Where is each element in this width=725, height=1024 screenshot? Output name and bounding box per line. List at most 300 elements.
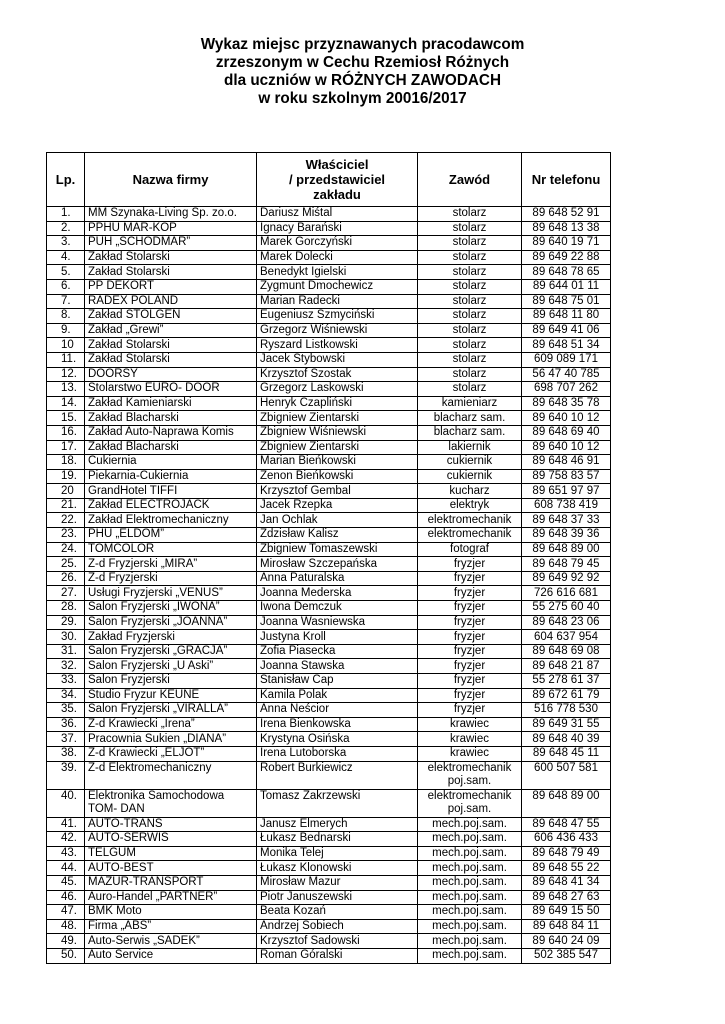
cell-wlasciciel: Krzysztof Szostak: [257, 367, 418, 382]
cell-telefon: 89 648 78 65: [522, 265, 611, 280]
cell-firma: Zakład STOLGEN: [85, 309, 257, 324]
cell-lp: 42.: [47, 832, 85, 847]
cell-firma: BMK Moto: [85, 905, 257, 920]
cell-telefon: 56 47 40 785: [522, 367, 611, 382]
cell-zawod: krawiec: [418, 732, 522, 747]
cell-telefon: 698 707 262: [522, 382, 611, 397]
cell-firma: AUTO-TRANS: [85, 817, 257, 832]
cell-lp: 25.: [47, 557, 85, 572]
table-row: [47, 948, 611, 963]
cell-wlasciciel: Janusz Elmerych: [257, 817, 418, 832]
cell-firma: Zakład Kamieniarski: [85, 396, 257, 411]
cell-lp: 24.: [47, 542, 85, 557]
cell-wlasciciel: Mirosław Szczepańska: [257, 557, 418, 572]
cell-wlasciciel: Jacek Stybowski: [257, 352, 418, 367]
cell-firma: Zakład Stolarski: [85, 338, 257, 353]
cell-telefon: 89 672 61 79: [522, 688, 611, 703]
cell-wlasciciel: Beata Kozań: [257, 905, 418, 920]
cell-firma: RADEX POLAND: [85, 294, 257, 309]
cell-firma: GrandHotel TIFFI: [85, 484, 257, 499]
cell-lp: 35.: [47, 703, 85, 718]
cell-wlasciciel: Krzysztof Sadowski: [257, 934, 418, 949]
cell-wlasciciel: Iwona Demczuk: [257, 601, 418, 616]
cell-firma: PHU „ELDOM”: [85, 528, 257, 543]
cell-telefon: 89 648 11 80: [522, 309, 611, 324]
cell-zawod: stolarz: [418, 323, 522, 338]
cell-firma: Z-d Elektromechaniczny: [85, 761, 257, 789]
cell-lp: 41.: [47, 817, 85, 832]
header-zawod: Zawód: [418, 153, 522, 207]
cell-lp: 5.: [47, 265, 85, 280]
table-row: [47, 221, 611, 236]
cell-zawod: fryzjer: [418, 644, 522, 659]
cell-zawod: blacharz sam.: [418, 425, 522, 440]
cell-wlasciciel: Irena Lutoborska: [257, 746, 418, 761]
cell-firma: TOMCOLOR: [85, 542, 257, 557]
cell-wlasciciel: Henryk Czapliński: [257, 396, 418, 411]
header-firma: Nazwa firmy: [85, 153, 257, 207]
cell-lp: 7.: [47, 294, 85, 309]
cell-lp: 37.: [47, 732, 85, 747]
table-row: [47, 513, 611, 528]
cell-telefon: 89 648 35 78: [522, 396, 611, 411]
cell-zawod: krawiec: [418, 746, 522, 761]
cell-firma: Z-d Fryzjerski „MIRA”: [85, 557, 257, 572]
cell-wlasciciel: Zbigniew Zientarski: [257, 440, 418, 455]
cell-zawod: mech.poj.sam.: [418, 861, 522, 876]
cell-zawod: mech.poj.sam.: [418, 948, 522, 963]
cell-zawod: fryzjer: [418, 630, 522, 645]
cell-lp: 27.: [47, 586, 85, 601]
cell-zawod: stolarz: [418, 250, 522, 265]
cell-firma: Salon Fryzjerski „IWONA”: [85, 601, 257, 616]
cell-zawod: fryzjer: [418, 586, 522, 601]
cell-telefon: 89 648 13 38: [522, 221, 611, 236]
table-row: [47, 659, 611, 674]
table-row: [47, 455, 611, 470]
table-row: [47, 425, 611, 440]
header-telefon: Nr telefonu: [522, 153, 611, 207]
table-row: [47, 338, 611, 353]
cell-wlasciciel: Ignacy Barański: [257, 221, 418, 236]
cell-wlasciciel: Monika Telej: [257, 846, 418, 861]
cell-firma: Z-d Krawiecki „Irena”: [85, 717, 257, 732]
cell-wlasciciel: Robert Burkiewicz: [257, 761, 418, 789]
cell-wlasciciel: Grzegorz Laskowski: [257, 382, 418, 397]
cell-zawod: stolarz: [418, 367, 522, 382]
cell-firma: DOORSY: [85, 367, 257, 382]
table-row: [47, 557, 611, 572]
cell-zawod: krawiec: [418, 717, 522, 732]
cell-firma: Piekarnia-Cukiernia: [85, 469, 257, 484]
header-wlasciciel-line-3: zakładu: [313, 187, 361, 202]
cell-wlasciciel: Eugeniusz Szmyciński: [257, 309, 418, 324]
table-row: [47, 207, 611, 222]
table-row: [47, 484, 611, 499]
cell-wlasciciel: Benedykt Igielski: [257, 265, 418, 280]
cell-firma: Zakład Stolarski: [85, 265, 257, 280]
cell-firma: Auro-Handel „PARTNER”: [85, 890, 257, 905]
cell-firma: AUTO-SERWIS: [85, 832, 257, 847]
cell-zawod: blacharz sam.: [418, 411, 522, 426]
cell-lp: 8.: [47, 309, 85, 324]
cell-zawod: fryzjer: [418, 557, 522, 572]
cell-lp: 43.: [47, 846, 85, 861]
cell-firma: Z-d Krawiecki „ELJOT”: [85, 746, 257, 761]
cell-firma: Zakład Auto-Naprawa Komis: [85, 425, 257, 440]
cell-telefon: 606 436 433: [522, 832, 611, 847]
cell-wlasciciel: Stanisław Cap: [257, 674, 418, 689]
table-row: [47, 688, 611, 703]
cell-lp: 28.: [47, 601, 85, 616]
table-row: [47, 789, 611, 817]
table-row: [47, 571, 611, 586]
cell-zawod: mech.poj.sam.: [418, 832, 522, 847]
table-row: [47, 644, 611, 659]
cell-telefon: 89 644 01 11: [522, 279, 611, 294]
table-row: [47, 542, 611, 557]
cell-telefon: 89 640 10 12: [522, 411, 611, 426]
cell-firma: Zakład Elektromechaniczny: [85, 513, 257, 528]
cell-firma: PP DEKORT: [85, 279, 257, 294]
cell-wlasciciel: Irena Bienkowska: [257, 717, 418, 732]
cell-wlasciciel: Marian Bieńkowski: [257, 455, 418, 470]
cell-firma: Usługi Fryzjerski „VENUS”: [85, 586, 257, 601]
cell-lp: 32.: [47, 659, 85, 674]
cell-lp: 17.: [47, 440, 85, 455]
document-title: [0, 36, 725, 108]
cell-firma: Cukiernia: [85, 455, 257, 470]
cell-lp: 44.: [47, 861, 85, 876]
cell-telefon: 89 648 69 40: [522, 425, 611, 440]
cell-lp: 36.: [47, 717, 85, 732]
cell-firma: Zakład Fryzjerski: [85, 630, 257, 645]
cell-lp: 48.: [47, 919, 85, 934]
table-row: [47, 352, 611, 367]
cell-lp: 23.: [47, 528, 85, 543]
cell-lp: 38.: [47, 746, 85, 761]
cell-firma: Zakład Blacharski: [85, 440, 257, 455]
cell-firma: Salon Fryzjerski: [85, 674, 257, 689]
cell-zawod: stolarz: [418, 279, 522, 294]
cell-firma: Salon Fryzjerski „JOANNA”: [85, 615, 257, 630]
cell-zawod: stolarz: [418, 221, 522, 236]
cell-lp: 4.: [47, 250, 85, 265]
table-row: [47, 832, 611, 847]
cell-lp: 1.: [47, 207, 85, 222]
cell-telefon: 89 648 79 49: [522, 846, 611, 861]
cell-telefon: 89 649 92 92: [522, 571, 611, 586]
cell-zawod: elektromechanik: [418, 513, 522, 528]
cell-firma: Pracownia Sukien „DIANA”: [85, 732, 257, 747]
cell-telefon: 89 651 97 97: [522, 484, 611, 499]
cell-wlasciciel: Łukasz Bednarski: [257, 832, 418, 847]
title-line-2: zrzeszonym w Cechu Rzemiosł Różnych: [215, 54, 510, 71]
cell-wlasciciel: Grzegorz Wiśniewski: [257, 323, 418, 338]
cell-telefon: 89 648 75 01: [522, 294, 611, 309]
cell-telefon: 55 278 61 37: [522, 674, 611, 689]
cell-telefon: 516 778 530: [522, 703, 611, 718]
cell-lp: 11.: [47, 352, 85, 367]
title-line-1: Wykaz miejsc przyznawanych pracodawcom: [200, 36, 525, 53]
cell-lp: 40.: [47, 789, 85, 817]
cell-wlasciciel: Marian Radecki: [257, 294, 418, 309]
cell-lp: 49.: [47, 934, 85, 949]
cell-wlasciciel: Jan Ochlak: [257, 513, 418, 528]
table-row: [47, 367, 611, 382]
cell-telefon: 89 648 40 39: [522, 732, 611, 747]
cell-telefon: 89 640 19 71: [522, 236, 611, 251]
cell-wlasciciel: Anna Paturalska: [257, 571, 418, 586]
cell-wlasciciel: Marek Dolecki: [257, 250, 418, 265]
table-row: [47, 846, 611, 861]
employers-table: [46, 152, 611, 964]
cell-lp: 34.: [47, 688, 85, 703]
cell-firma: Salon Fryzjerski „U Aski”: [85, 659, 257, 674]
cell-zawod: elektromechanik poj.sam.: [418, 789, 522, 817]
cell-telefon: 89 648 27 63: [522, 890, 611, 905]
cell-lp: 9.: [47, 323, 85, 338]
cell-firma: Zakład ELECTROJACK: [85, 498, 257, 513]
cell-wlasciciel: Tomasz Zakrzewski: [257, 789, 418, 817]
cell-wlasciciel: Krystyna Osińska: [257, 732, 418, 747]
cell-telefon: 89 649 31 55: [522, 717, 611, 732]
cell-lp: 33.: [47, 674, 85, 689]
cell-telefon: 89 648 39 36: [522, 528, 611, 543]
table-row: [47, 294, 611, 309]
cell-zawod: mech.poj.sam.: [418, 817, 522, 832]
cell-telefon: 89 648 47 55: [522, 817, 611, 832]
cell-telefon: 89 648 79 45: [522, 557, 611, 572]
cell-telefon: 89 648 41 34: [522, 875, 611, 890]
cell-zawod: stolarz: [418, 309, 522, 324]
cell-zawod: stolarz: [418, 338, 522, 353]
cell-lp: 45.: [47, 875, 85, 890]
cell-telefon: 89 648 89 00: [522, 542, 611, 557]
cell-lp: 15.: [47, 411, 85, 426]
cell-lp: 12.: [47, 367, 85, 382]
cell-wlasciciel: Piotr Januszewski: [257, 890, 418, 905]
cell-zawod: fryzjer: [418, 703, 522, 718]
cell-zawod: fryzjer: [418, 615, 522, 630]
table-row: [47, 498, 611, 513]
table-row: [47, 934, 611, 949]
cell-firma: Stolarstwo EURO- DOOR: [85, 382, 257, 397]
cell-zawod: cukiernik: [418, 469, 522, 484]
cell-wlasciciel: Justyna Kroll: [257, 630, 418, 645]
cell-zawod: kucharz: [418, 484, 522, 499]
cell-zawod: elektromechanik: [418, 528, 522, 543]
cell-telefon: 89 648 23 06: [522, 615, 611, 630]
cell-wlasciciel: Joanna Mederska: [257, 586, 418, 601]
cell-zawod: fryzjer: [418, 601, 522, 616]
cell-wlasciciel: Zbigniew Zientarski: [257, 411, 418, 426]
table-row: [47, 382, 611, 397]
cell-wlasciciel: Anna Neścior: [257, 703, 418, 718]
table-row: [47, 236, 611, 251]
cell-telefon: 608 738 419: [522, 498, 611, 513]
cell-lp: 20: [47, 484, 85, 499]
cell-lp: 10: [47, 338, 85, 353]
cell-telefon: 600 507 581: [522, 761, 611, 789]
table-row: [47, 674, 611, 689]
cell-telefon: 89 758 83 57: [522, 469, 611, 484]
cell-telefon: 89 648 55 22: [522, 861, 611, 876]
table-row: [47, 440, 611, 455]
cell-zawod: stolarz: [418, 294, 522, 309]
cell-lp: 2.: [47, 221, 85, 236]
header-lp: Lp.: [47, 153, 85, 207]
cell-wlasciciel: Dariusz Miśtal: [257, 207, 418, 222]
cell-lp: 50.: [47, 948, 85, 963]
cell-telefon: 89 648 52 91: [522, 207, 611, 222]
cell-wlasciciel: Zbigniew Wiśniewski: [257, 425, 418, 440]
table-row: [47, 411, 611, 426]
cell-zawod: mech.poj.sam.: [418, 846, 522, 861]
cell-firma: Zakład Blacharski: [85, 411, 257, 426]
cell-lp: 19.: [47, 469, 85, 484]
table-row: [47, 717, 611, 732]
cell-telefon: 89 640 10 12: [522, 440, 611, 455]
cell-firma: Zakład Stolarski: [85, 352, 257, 367]
cell-zawod: stolarz: [418, 265, 522, 280]
cell-firma: Auto Service: [85, 948, 257, 963]
cell-lp: 6.: [47, 279, 85, 294]
table-row: [47, 309, 611, 324]
cell-zawod: fryzjer: [418, 571, 522, 586]
table-row: [47, 890, 611, 905]
title-line-4: w roku szkolnym 20016/2017: [258, 90, 467, 107]
cell-lp: 29.: [47, 615, 85, 630]
cell-telefon: 89 649 41 06: [522, 323, 611, 338]
cell-lp: 21.: [47, 498, 85, 513]
cell-firma: Salon Fryzjerski „GRACJA”: [85, 644, 257, 659]
table-row: [47, 817, 611, 832]
cell-lp: 31.: [47, 644, 85, 659]
cell-telefon: 89 649 15 50: [522, 905, 611, 920]
cell-firma: MAZUR-TRANSPORT: [85, 875, 257, 890]
cell-zawod: mech.poj.sam.: [418, 890, 522, 905]
cell-telefon: 55 275 60 40: [522, 601, 611, 616]
cell-firma: Elektronika Samochodowa TOM- DAN: [85, 789, 257, 817]
cell-lp: 47.: [47, 905, 85, 920]
table-row: [47, 323, 611, 338]
cell-zawod: fryzjer: [418, 674, 522, 689]
cell-zawod: cukiernik: [418, 455, 522, 470]
table-row: [47, 630, 611, 645]
cell-telefon: 89 648 84 11: [522, 919, 611, 934]
cell-zawod: elektryk: [418, 498, 522, 513]
cell-lp: 30.: [47, 630, 85, 645]
cell-wlasciciel: Joanna Wasniewska: [257, 615, 418, 630]
cell-firma: Studio Fryzur KEUNE: [85, 688, 257, 703]
cell-zawod: mech.poj.sam.: [418, 875, 522, 890]
table-row: [47, 601, 611, 616]
cell-telefon: 609 089 171: [522, 352, 611, 367]
cell-telefon: 89 640 24 09: [522, 934, 611, 949]
cell-wlasciciel: Ryszard Listkowski: [257, 338, 418, 353]
table-row: [47, 861, 611, 876]
cell-lp: 39.: [47, 761, 85, 789]
title-line-3: dla uczniów w RÓŻNYCH ZAWODACH: [223, 72, 502, 89]
cell-wlasciciel: Zenon Bieńkowski: [257, 469, 418, 484]
cell-zawod: elektromechanik poj.sam.: [418, 761, 522, 789]
cell-firma: Zakład „Grewi”: [85, 323, 257, 338]
table-header-row: [47, 153, 611, 207]
cell-telefon: 89 648 46 91: [522, 455, 611, 470]
table-row: [47, 919, 611, 934]
cell-telefon: 726 616 681: [522, 586, 611, 601]
header-wlasciciel-line-2: / przedstawiciel: [288, 172, 386, 187]
cell-zawod: fryzjer: [418, 659, 522, 674]
cell-wlasciciel: Kamila Polak: [257, 688, 418, 703]
table-row: [47, 703, 611, 718]
cell-zawod: mech.poj.sam.: [418, 905, 522, 920]
table-row: [47, 761, 611, 789]
cell-lp: 22.: [47, 513, 85, 528]
cell-firma: Auto-Serwis „SADEK”: [85, 934, 257, 949]
cell-telefon: 89 648 51 34: [522, 338, 611, 353]
cell-zawod: stolarz: [418, 236, 522, 251]
cell-wlasciciel: Zofia Piasecka: [257, 644, 418, 659]
cell-zawod: mech.poj.sam.: [418, 934, 522, 949]
cell-firma: Salon Fryzjerski „VIRALLA”: [85, 703, 257, 718]
table-row: [47, 586, 611, 601]
cell-zawod: fotograf: [418, 542, 522, 557]
cell-wlasciciel: Łukasz Klonowski: [257, 861, 418, 876]
table-row: [47, 875, 611, 890]
cell-wlasciciel: Zdzisław Kalisz: [257, 528, 418, 543]
cell-firma: Firma „ABS”: [85, 919, 257, 934]
cell-firma: PUH „SCHODMAR”: [85, 236, 257, 251]
cell-zawod: stolarz: [418, 352, 522, 367]
cell-telefon: 89 648 21 87: [522, 659, 611, 674]
cell-telefon: 502 385 547: [522, 948, 611, 963]
cell-lp: 26.: [47, 571, 85, 586]
cell-firma: PPHU MAR-KOP: [85, 221, 257, 236]
table-row: [47, 905, 611, 920]
table-row: [47, 469, 611, 484]
cell-wlasciciel: Zbigniew Tomaszewski: [257, 542, 418, 557]
table-row: [47, 615, 611, 630]
cell-lp: 18.: [47, 455, 85, 470]
cell-firma: AUTO-BEST: [85, 861, 257, 876]
cell-zawod: stolarz: [418, 382, 522, 397]
header-wlasciciel-line-1: Właściciel: [305, 157, 369, 172]
cell-firma: Z-d Fryzjerski: [85, 571, 257, 586]
cell-lp: 46.: [47, 890, 85, 905]
cell-wlasciciel: Joanna Stawska: [257, 659, 418, 674]
cell-lp: 13.: [47, 382, 85, 397]
table-row: [47, 528, 611, 543]
cell-telefon: 604 637 954: [522, 630, 611, 645]
cell-wlasciciel: Jacek Rzepka: [257, 498, 418, 513]
cell-telefon: 89 649 22 88: [522, 250, 611, 265]
cell-wlasciciel: Krzysztof Gembal: [257, 484, 418, 499]
cell-zawod: mech.poj.sam.: [418, 919, 522, 934]
cell-zawod: kamieniarz: [418, 396, 522, 411]
cell-telefon: 89 648 69 08: [522, 644, 611, 659]
cell-lp: 14.: [47, 396, 85, 411]
cell-wlasciciel: Zygmunt Dmochewicz: [257, 279, 418, 294]
table-row: [47, 746, 611, 761]
cell-telefon: 89 648 45 11: [522, 746, 611, 761]
cell-zawod: fryzjer: [418, 688, 522, 703]
cell-wlasciciel: Mirosław Mazur: [257, 875, 418, 890]
header-wlasciciel: [257, 153, 418, 207]
table-row: [47, 279, 611, 294]
cell-firma: TELGUM: [85, 846, 257, 861]
